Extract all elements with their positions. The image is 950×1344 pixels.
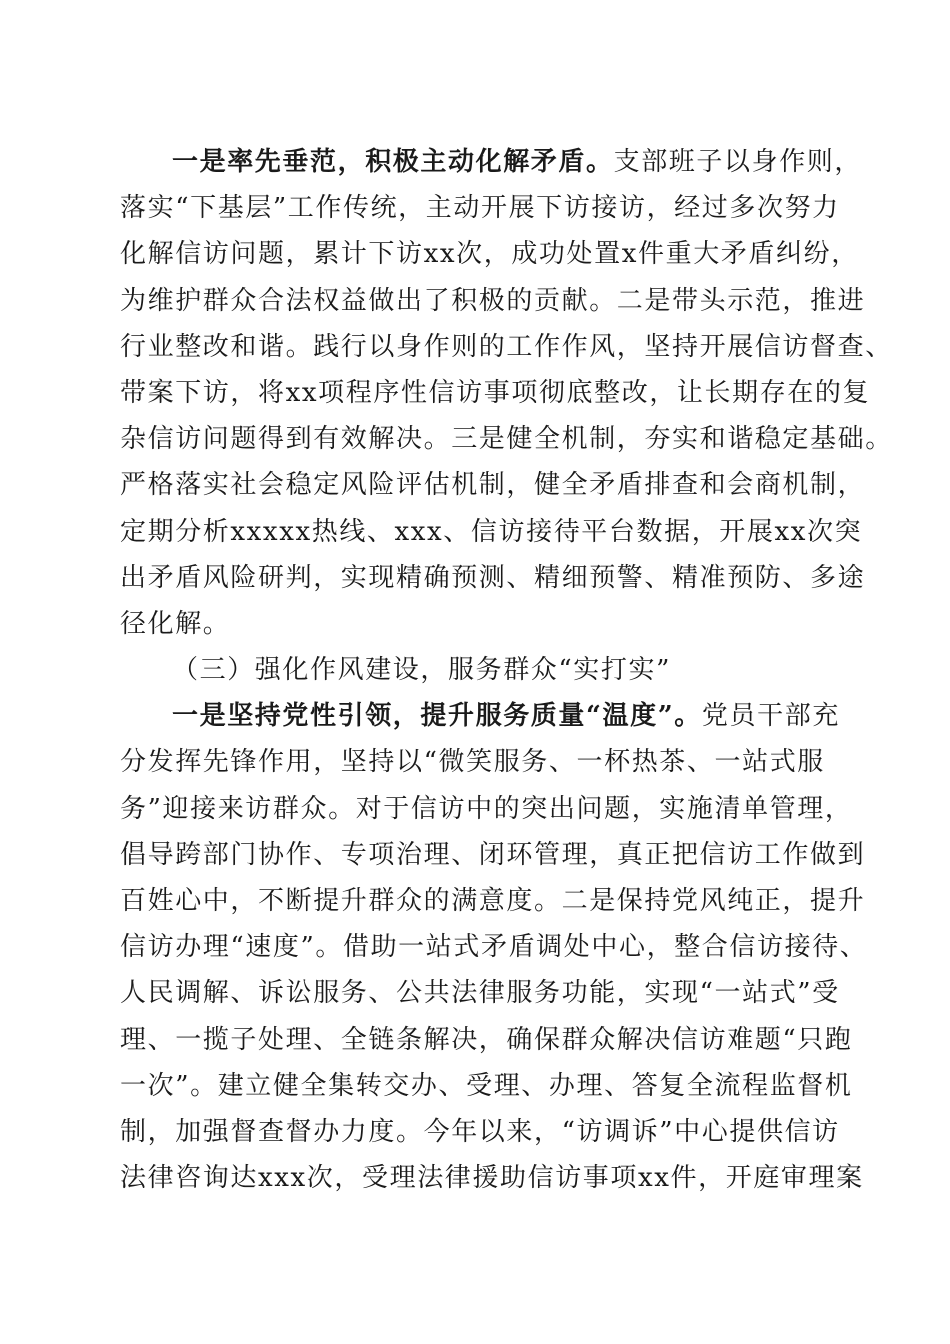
paragraph-2-text: 党员干部充 bbox=[701, 701, 840, 732]
paragraph-2-line: 法律咨询达xxx次，受理法律援助信访事项xx件，开庭审理案 bbox=[120, 1163, 864, 1194]
paragraph-1-line: 行业整改和谐。践行以身作则的工作作风，坚持开展信访督查、 bbox=[120, 331, 893, 362]
paragraph-1-line: 落实“下基层”工作传统，主动开展下访接访，经过多次努力 bbox=[120, 193, 840, 224]
paragraph-2-lead: 一是坚持党性引领，提升服务质量“温度”。 bbox=[172, 701, 702, 732]
paragraph-1-line: 严格落实社会稳定风险评估机制，健全矛盾排查和会商机制， bbox=[120, 470, 866, 501]
paragraph-2-line: 分发挥先锋作用，坚持以“微笑服务、一杯热茶、一站式服 bbox=[120, 747, 825, 778]
paragraph-2-line: 一次”。建立健全集转交办、受理、办理、答复全流程监督机 bbox=[120, 1070, 853, 1101]
paragraph-1-lead: 一是率先垂范，积极主动化解矛盾。 bbox=[172, 147, 614, 177]
section-heading: （三）强化作风建设，服务群众“实打实” bbox=[172, 655, 671, 686]
paragraph-2-line: 信访办理“速度”。借助一站式矛盾调处中心，整合信访接待、 bbox=[120, 932, 868, 963]
paragraph-2-line: 务”迎接来访群众。对于信访中的突出问题，实施清单管理， bbox=[120, 793, 853, 824]
paragraph-1-line: 径化解。 bbox=[120, 608, 231, 639]
paragraph-2-line: 制，加强督查督办力度。今年以来，“访调诉”中心提供信访 bbox=[120, 1116, 840, 1147]
paragraph-2-line: 人民调解、诉讼服务、公共法律服务功能，实现“一站式”受 bbox=[120, 978, 840, 1009]
document-body bbox=[120, 139, 893, 1201]
paragraph-1-line: 定期分析xxxxx热线、xxx、信访接待平台数据，开展xx次突 bbox=[120, 516, 863, 547]
paragraph-2-line: 百姓心中，不断提升群众的满意度。二是保持党风纯正，提升 bbox=[120, 886, 866, 916]
paragraph-1-line: 杂信访问题得到有效解决。三是健全机制，夯实和谐稳定基础。 bbox=[120, 424, 893, 455]
paragraph-2-line: 倡导跨部门协作、专项治理、闭环管理，真正把信访工作做到 bbox=[120, 839, 866, 870]
paragraph-2-line-1 bbox=[120, 693, 840, 739]
paragraph-1-line: 化解信访问题，累计下访xx次，成功处置x件重大矛盾纠纷， bbox=[120, 239, 859, 270]
paragraph-1-line: 带案下访，将xx项程序性信访事项彻底整改，让长期存在的复 bbox=[120, 377, 871, 408]
paragraph-1-line: 出矛盾风险研判，实现精确预测、精细预警、精准预防、多途 bbox=[120, 562, 866, 593]
paragraph-1-text: 支部班子以身作则， bbox=[613, 147, 863, 177]
paragraph-2-line: 理、一揽子处理、全链条解决，确保群众解决信访难题“只跑 bbox=[120, 1024, 853, 1055]
paragraph-1-line: 为维护群众合法权益做出了积极的贡献。二是带头示范，推进 bbox=[120, 285, 866, 316]
paragraph-1-line-1 bbox=[120, 139, 863, 185]
